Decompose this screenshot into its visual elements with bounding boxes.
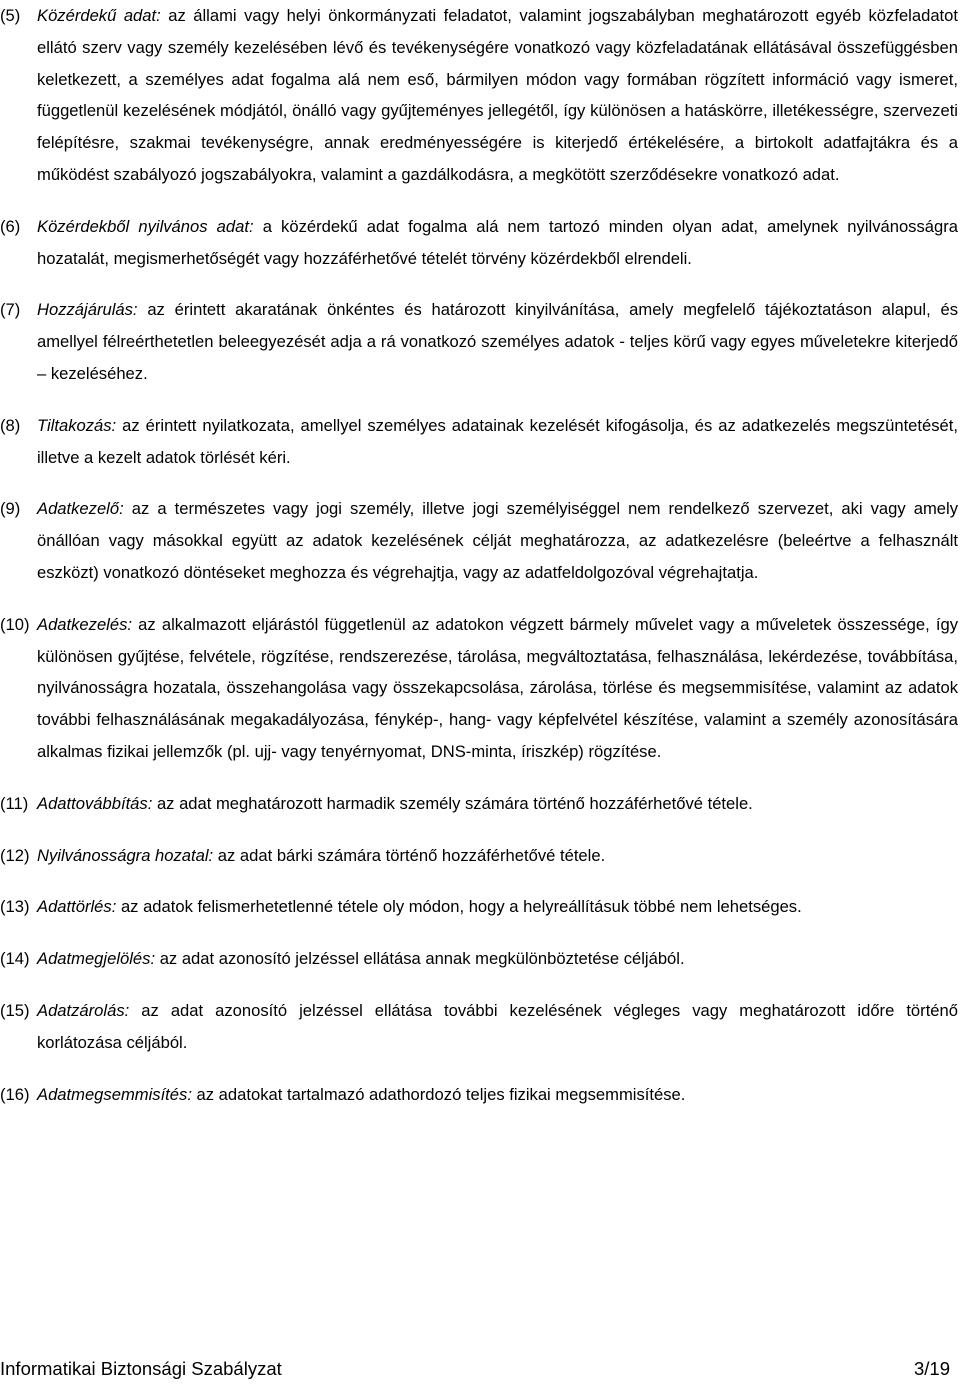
definition-text: az adat azonosító jelzéssel ellátása annak megkülönböztetése céljából.: [155, 949, 685, 969]
definition-item: [0, 1079, 958, 1111]
definition-item: [0, 943, 958, 975]
definition-term: Nyilvánosságra hozatal:: [37, 845, 214, 865]
definition-number: (11): [0, 793, 29, 813]
definition-text: az adat meghatározott harmadik személy számára történő hozzáférhetővé tétele.: [152, 793, 753, 813]
definition-number: (14): [0, 949, 30, 969]
definition-item: [0, 995, 958, 1059]
definition-item: [0, 609, 958, 768]
definition-number: (10): [0, 614, 30, 634]
definition-text: az érintett akaratának önkéntes és határozott kinyilvánítása, amely megfelelő tájékoztatáson alapul, és amellyel félreérthetetlen beleegyezését adja a rá vonatkozó személyes adatok - teljes körű vagy egyes műveletekre kiterjedő – kezeléséhez.: [37, 300, 958, 383]
definition-number: (13): [0, 897, 30, 917]
definition-term: Adatzárolás:: [37, 1000, 130, 1020]
definition-term: Hozzájárulás:: [37, 300, 138, 320]
definition-term: Tiltakozás:: [37, 415, 117, 435]
definition-item: [0, 0, 958, 191]
definition-number: (8): [0, 415, 21, 435]
definition-term: Adatmegsemmisítés:: [37, 1084, 192, 1104]
definition-term: Közérdekből nyilvános adat:: [37, 216, 254, 236]
definition-text: az érintett nyilatkozata, amellyel személyes adatainak kezelését kifogásolja, és az adatkezelés megszüntetését, illetve a kezelt adatok törlését kéri.: [37, 415, 958, 467]
definition-text: az állami vagy helyi önkormányzati feladatot, valamint jogszabályban meghatározott egyéb közfeladatot ellátó szerv vagy személy kezelésében lévő és tevékenységére vonatkozó vagy közfeladatának ellátásával összefüggésben keletkezett, a személyes adat fogalma alá nem eső, bármilyen módon vagy formában rögzített információ vagy ismeret, függetlenül kezelésének módjától, önálló vagy gyűjteményes jellegétől, így különösen a hatáskörre, illetékességre, szervezeti felépítésre, szakmai tevékenységre, annak eredményességére is kiterjedő értékelésére, a birtokolt adatfajtákra és a működést szabályozó jogszabályokra, valamint a gazdálkodásra, a megkötött szerződésekre vonatkozó adat.: [37, 6, 958, 184]
definition-number: (12): [0, 845, 30, 865]
definition-item: [0, 294, 958, 389]
definition-item: [0, 840, 958, 872]
definition-item: [0, 410, 958, 474]
definition-term: Adatmegjelölés:: [37, 949, 156, 969]
definition-item: [0, 493, 958, 588]
footer-document-title: Informatikai Biztonsági Szabályzat: [0, 1358, 282, 1379]
definition-text: az adat bárki számára történő hozzáférhetővé tétele.: [213, 845, 606, 865]
definition-text: az adat azonosító jelzéssel ellátása további kezelésének végleges vagy meghatározott időre történő korlátozása céljából.: [37, 1000, 958, 1052]
definition-number: (16): [0, 1084, 30, 1104]
definition-item: [0, 891, 958, 923]
definition-text: az adatokat tartalmazó adathordozó teljes fizikai megsemmisítése.: [191, 1084, 686, 1104]
definition-number: (6): [0, 216, 21, 236]
definition-item: [0, 211, 958, 275]
definition-number: (9): [0, 499, 21, 519]
definition-item: [0, 788, 958, 820]
definition-term: Adatkezelés:: [37, 614, 133, 634]
definition-text: a közérdekű adat fogalma alá nem tartozó minden olyan adat, amelynek nyilvánosságra hozatalát, megismerhetőségét vagy hozzáférhetővé tételét törvény közérdekből elrendeli.: [37, 216, 958, 268]
definition-text: az adatok felismerhetetlenné tétele oly módon, hogy a helyreállításuk többé nem lehetséges.: [116, 897, 802, 917]
definition-text: az a természetes vagy jogi személy, illetve jogi személyiséggel nem rendelkező szervezet, aki vagy amely önállóan vagy másokkal együtt az adatok kezelésének célját meghatározza, az adatkezelésre (beleértve a felhasznált eszközt) vonatkozó döntéseket meghozza és végrehajtja, vagy az adatfeldolgozóval végrehajtatja.: [37, 499, 958, 582]
definition-term: Adatkezelő:: [37, 499, 124, 519]
footer-page-number: 3/19: [913, 1358, 950, 1379]
definition-term: Adattovábbítás:: [37, 793, 153, 813]
definition-number: (5): [0, 6, 21, 25]
definition-term: Adattörlés:: [37, 897, 117, 917]
definition-text: az alkalmazott eljárástól függetlenül az adatokon végzett bármely művelet vagy a műveletek összessége, így különösen gyűjtése, felvétele, rögzítése, rendszerezése, tárolása, megváltoztatása, felhasználása, lekérdezése, továbbítása, nyilvánosságra hozatala, összehangolása vagy összekapcsolása, zárolása, törlése és megsemmisítése, valamint az adatok további felhasználásának megakadályozása, fénykép-, hang- vagy képfelvétel készítése, valamint a személy azonosítására alkalmas fizikai jellemzők (pl. ujj- vagy tenyérnyomat, DNS-minta, íriszkép) rögzítése.: [37, 614, 958, 761]
definition-number: (15): [0, 1000, 30, 1020]
definition-term: Közérdekű adat:: [37, 6, 161, 25]
definition-number: (7): [0, 300, 21, 320]
